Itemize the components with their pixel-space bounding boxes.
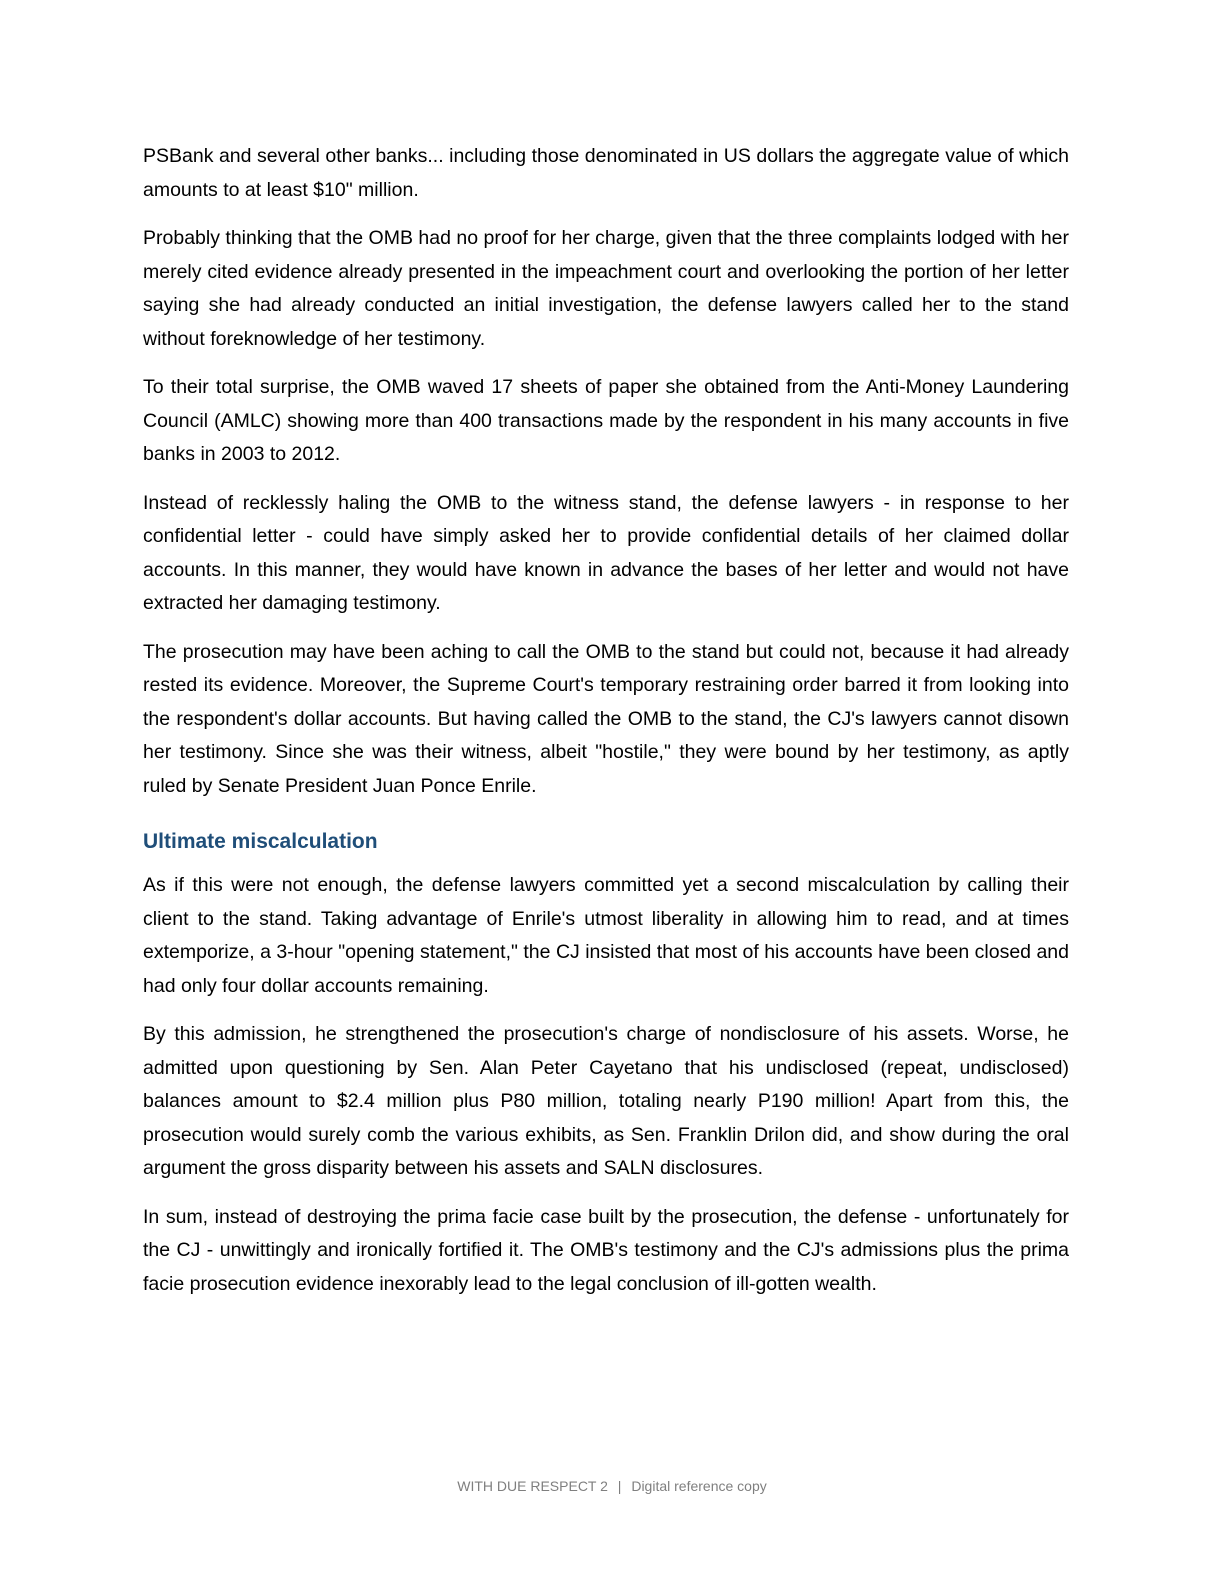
body-paragraph: Instead of recklessly haling the OMB to the witness stand, the defense lawyers - in response to her confidential letter - could have simply asked her to provide confidential details of her claimed dollar accounts. In this manner, they would have known in advance the bases of her letter and would not have extracted her damaging testimony. [143, 491, 1069, 614]
body-paragraph: As if this were not enough, the defense lawyers committed yet a second miscalculation by calling their client to the stand. Taking advantage of Enrile's utmost liberality in allowing him to read, and at times extemporize, a 3-hour "opening statement," the CJ insisted that most of his accounts have been closed and had only four dollar accounts remaining. [143, 874, 1069, 997]
body-paragraph: By this admission, he strengthened the prosecution's charge of nondisclosure of his assets. Worse, he admitted upon questioning by Sen. Alan Peter Cayetano that his undisclosed (repeat, undisclosed) balances amount to $2.4 million plus P80 million, totaling nearly P190 million! Apart from this, the prosecution would surely comb the various exhibits, as Sen. Franklin Drilon did, and show during the oral argument the gross disparity between his assets and SALN disclosures. [143, 1023, 1069, 1179]
page-footer [0, 1478, 1224, 1494]
footer-note: Digital reference copy [631, 1478, 767, 1494]
footer-book-title: WITH DUE RESPECT 2 [457, 1478, 608, 1494]
section-heading: Ultimate miscalculation [143, 830, 378, 853]
document-body [143, 140, 1069, 1316]
body-paragraph: In sum, instead of destroying the prima facie case built by the prosecution, the defense - unfortunately for the CJ - unwittingly and ironically fortified it. The OMB's testimony and the CJ's admissions plus the prima facie prosecution evidence inexorably lead to the legal conclusion of ill-gotten wealth. [143, 1205, 1069, 1295]
body-paragraph: PSBank and several other banks... including those denominated in US dollars the aggregate value of which amounts to at least $10" million. [143, 145, 1069, 201]
footer-separator: | [617, 1478, 622, 1494]
body-paragraph: Probably thinking that the OMB had no proof for her charge, given that the three complaints lodged with her merely cited evidence already presented in the impeachment court and overlooking the portion of her letter saying she had already conducted an initial investigation, the defense lawyers called her to the stand without foreknowledge of her testimony. [143, 227, 1069, 350]
body-paragraph: The prosecution may have been aching to call the OMB to the stand but could not, because it had already rested its evidence. Moreover, the Supreme Court's temporary restraining order barred it from looking into the respondent's dollar accounts. But having called the OMB to the stand, the CJ's lawyers cannot disown her testimony. Since she was their witness, albeit "hostile," they were bound by her testimony, as aptly ruled by Senate President Juan Ponce Enrile. [143, 640, 1069, 797]
body-paragraph: To their total surprise, the OMB waved 17 sheets of paper she obtained from the Anti-Money Laundering Council (AMLC) showing more than 400 transactions made by the respondent in his many accounts in five banks in 2003 to 2012. [143, 376, 1069, 465]
